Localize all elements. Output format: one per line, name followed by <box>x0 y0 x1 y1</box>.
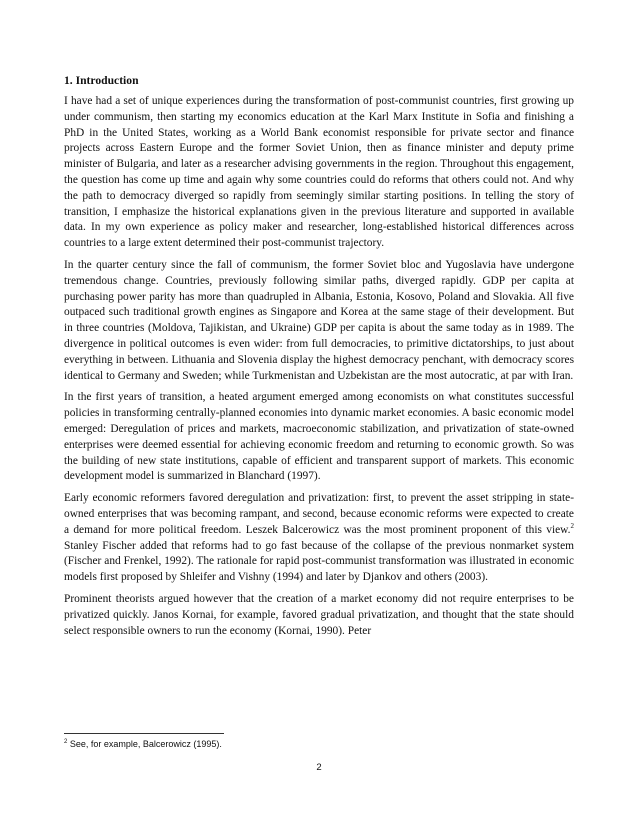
paragraph-4 <box>64 491 574 586</box>
paragraph-4-part-b: Stanley Fischer added that reforms had to go fast because of the collapse of the previous nonmarket system (Fischer and Frenkel, 1992). The rationale for rapid post-communist transformation was illustrated in economic models first proposed by Shleifer and Vishny (1994) and later by Djankov and others (2003). <box>64 539 574 584</box>
body-text <box>64 74 574 645</box>
paragraph-5: Prominent theorists argued however that the creation of a market economy did not require enterprises to be privatized quickly. Janos Kornai, for example, favored gradual privatization, and thought that the state should select responsible owners to run the economy (Kornai, 1990). Peter <box>64 592 574 637</box>
paragraph-3: In the first years of transition, a heated argument emerged among economists on what constitutes successful policies in transforming centrally-planned economies into dynamic market economies. A basic economic model emerged: Deregulation of prices and markets, macroeconomic stabilization, and privatization of state-owned enterprises were deemed essential for achieving economic freedom and returning to economic growth. So was the building of new state institutions, capable of efficient and transparent support of markets. This economic development model is summarized in Blanchard (1997). <box>64 391 574 483</box>
paragraph-1: I have had a set of unique experiences during the transformation of post-communist countries, first growing up under communism, then starting my economics education at the Karl Marx Institute in Sofia and finishing a PhD in the United States, working as a World Bank economist responsible for private sector and finance projects across Eastern Europe and the former Soviet Union, then as finance minister and deputy prime minister of Bulgaria, and later as a researcher advising governments in the region. Throughout this engagement, the question has come up time and again why some countries could do reforms that others could not. And why the path to democracy diverged so rapidly from seemingly similar starting positions. In telling the story of transition, I emphasize the historical explanations given in the previous literature and supported in available data. In my own experience as policy maker and researcher, long-established historical differences across countries to a large extent determined their post-communist trajectory. <box>64 95 574 250</box>
paragraph-4-part-a: Early economic reformers favored deregulation and privatization: first, to prevent the asset stripping in state-owned enterprises that was becoming rampant, and second, because economic reforms were expected to create a demand for more political freedom. Leszek Balcerowicz was the most prominent proponent of this view. <box>64 492 574 536</box>
footnote-marker: 2 <box>64 739 68 745</box>
section-heading: 1. Introduction <box>64 74 139 87</box>
footnote-divider <box>64 733 224 734</box>
page-number: 2 <box>316 762 322 773</box>
footnote-reference[interactable]: 2 <box>570 521 574 530</box>
paragraph-2: In the quarter century since the fall of communism, the former Soviet bloc and Yugoslavia have undergone tremendous change. Countries, previously following similar paths, diverged rapidly. GDP per capita at purchasing power parity has more than quadrupled in Albania, Estonia, Kosovo, Poland and Slovakia. All five outpaced such traditional growth engines as Singapore and Korea at the same stage of their development. But in three countries (Moldova, Tajikistan, and Ukraine) GDP per capita is about the same today as in 1989. The divergence in political outcomes is even wider: from full democracies, to primitive dictatorships, to just about everything in between. Lithuania and Slovenia display the highest democracy penchant, with democracy scores identical to Germany and Sweden; while Turkmenistan and Uzbekistan are the most autocratic, at par with Iran. <box>64 258 574 382</box>
footnote-text: See, for example, Balcerowicz (1995). <box>67 739 222 749</box>
footnote <box>64 738 574 750</box>
